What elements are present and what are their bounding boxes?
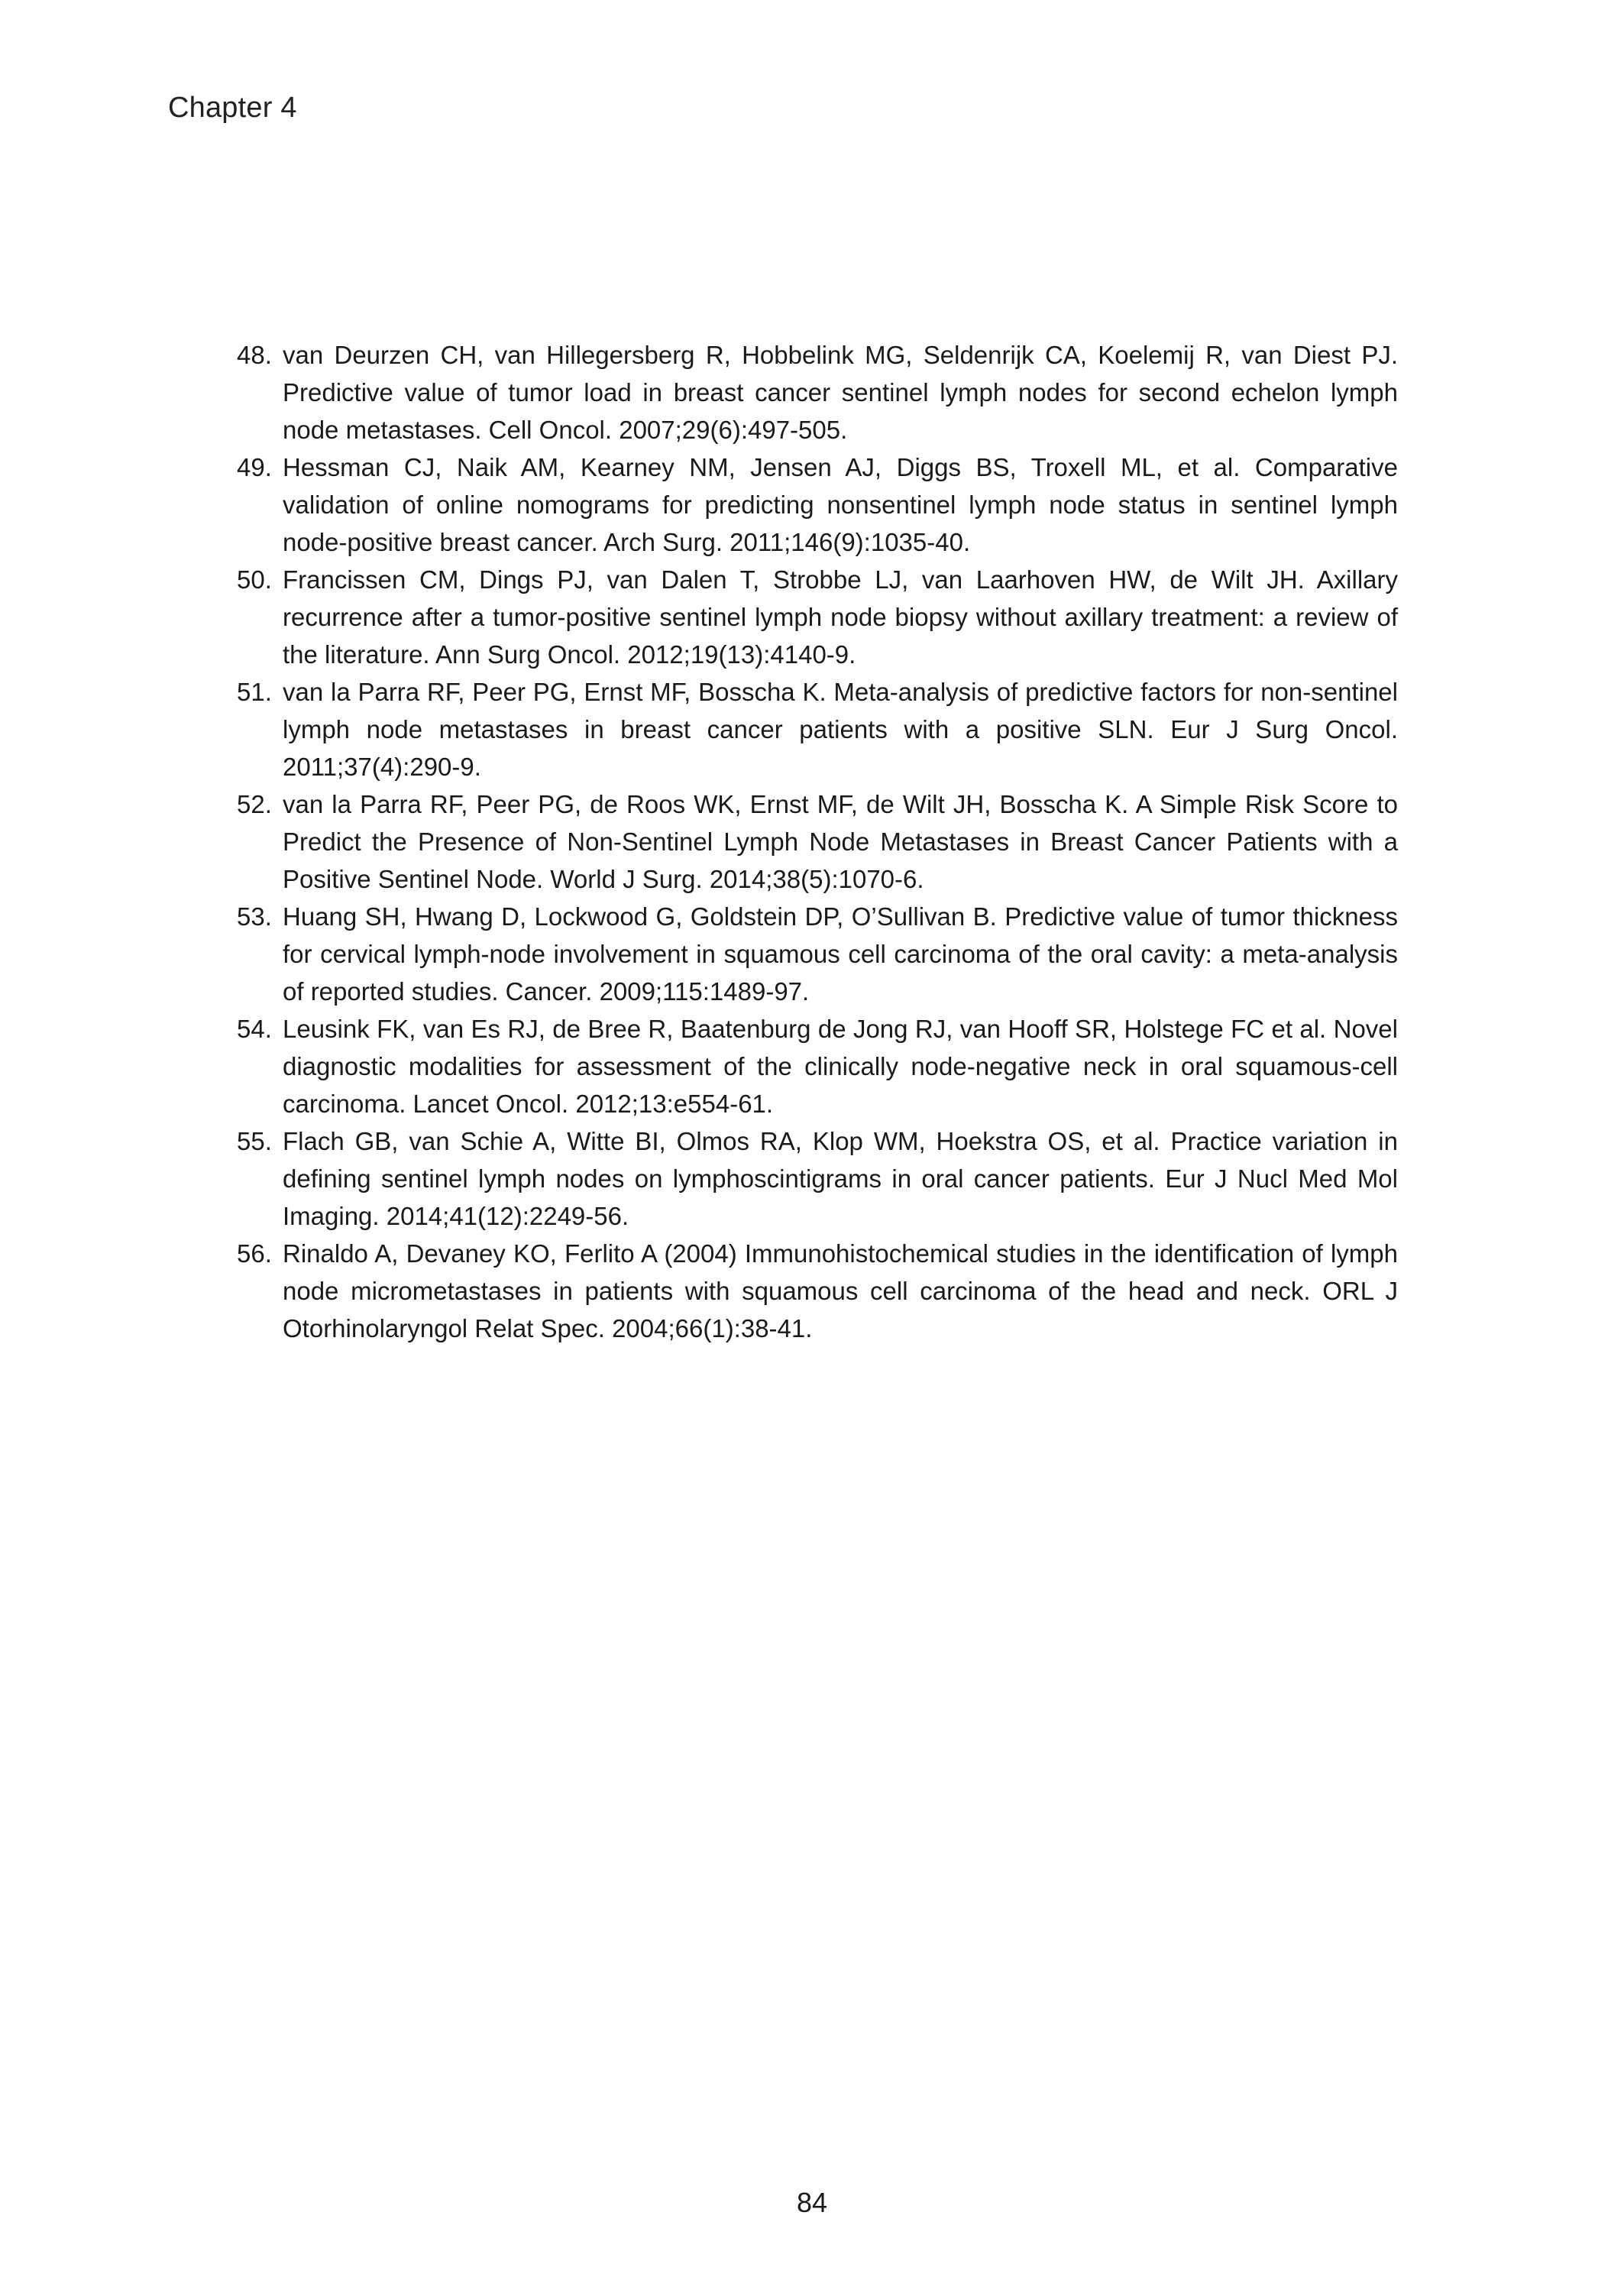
- reference-text: Leusink FK, van Es RJ, de Bree R, Baatenburg de Jong RJ, van Hooff SR, Holstege FC et al. Novel diagnostic modalities for assessment of the clinically node-negative neck in oral squamous-cell carcinoma. Lancet Oncol. 2012;13:e554-61.: [283, 1015, 1398, 1118]
- reference-text: van Deurzen CH, van Hillegersberg R, Hobbelink MG, Seldenrijk CA, Koelemij R, van Diest PJ. Predictive value of tumor load in breast cancer sentinel lymph nodes for second echelon lymph node metastases. Cell Oncol. 2007;29(6):497-505.: [283, 341, 1398, 444]
- reference-text: Hessman CJ, Naik AM, Kearney NM, Jensen AJ, Diggs BS, Troxell ML, et al. Comparative validation of online nomograms for predicting nonsentinel lymph node status in sentinel lymph node-positive breast cancer. Arch Surg. 2011;146(9):1035-40.: [283, 453, 1398, 556]
- reference-number: 52.: [237, 790, 272, 818]
- reference-text: van la Parra RF, Peer PG, de Roos WK, Ernst MF, de Wilt JH, Bosscha K. A Simple Risk Score to Predict the Presence of Non-Sentinel Lymph Node Metastases in Breast Cancer Patients with a Positive Sentinel Node. World J Surg. 2014;38(5):1070-6.: [283, 790, 1398, 893]
- reference-number: 50.: [237, 565, 272, 594]
- reference-text: Francissen CM, Dings PJ, van Dalen T, Strobbe LJ, van Laarhoven HW, de Wilt JH. Axillary recurrence after a tumor-positive sentinel lymph node biopsy without axillary treatment: a review of the literature. Ann Surg Oncol. 2012;19(13):4140-9.: [283, 565, 1398, 669]
- reference-number: 54.: [237, 1015, 272, 1043]
- reference-item: [237, 1010, 1398, 1122]
- reference-text: van la Parra RF, Peer PG, Ernst MF, Bosscha K. Meta-analysis of predictive factors for non-sentinel lymph node metastases in breast cancer patients with a positive SLN. Eur J Surg Oncol. 2011;37(4):290-9.: [283, 678, 1398, 781]
- reference-item: [237, 785, 1398, 898]
- reference-number: 51.: [237, 678, 272, 706]
- page-number: 84: [796, 2187, 828, 2218]
- reference-number: 53.: [237, 902, 272, 931]
- reference-item: [237, 561, 1398, 673]
- reference-text: Rinaldo A, Devaney KO, Ferlito A (2004) Immunohistochemical studies in the identification of lymph node micrometastases in patients with squamous cell carcinoma of the head and neck. ORL J Otorhinolaryngol Relat Spec. 2004;66(1):38-41.: [283, 1239, 1398, 1342]
- reference-text: Huang SH, Hwang D, Lockwood G, Goldstein DP, O’Sullivan B. Predictive value of tumor thickness for cervical lymph-node involvement in squamous cell carcinoma of the oral cavity: a meta-analysis of reported studies. Cancer. 2009;115:1489-97.: [283, 902, 1398, 1006]
- reference-text: Flach GB, van Schie A, Witte BI, Olmos RA, Klop WM, Hoekstra OS, et al. Practice variation in defining sentinel lymph nodes on lymphoscintigrams in oral cancer patients. Eur J Nucl Med Mol Imaging. 2014;41(12):2249-56.: [283, 1127, 1398, 1230]
- reference-item: [237, 898, 1398, 1010]
- reference-item: [237, 336, 1398, 449]
- reference-number: 48.: [237, 341, 272, 369]
- reference-item: [237, 1122, 1398, 1235]
- reference-number: 49.: [237, 453, 272, 481]
- reference-number: 55.: [237, 1127, 272, 1155]
- reference-number: 56.: [237, 1239, 272, 1268]
- reference-item: [237, 673, 1398, 785]
- running-header-chapter: Chapter 4: [168, 92, 297, 124]
- reference-item: [237, 1235, 1398, 1347]
- reference-list: [237, 336, 1398, 1347]
- reference-item: [237, 449, 1398, 561]
